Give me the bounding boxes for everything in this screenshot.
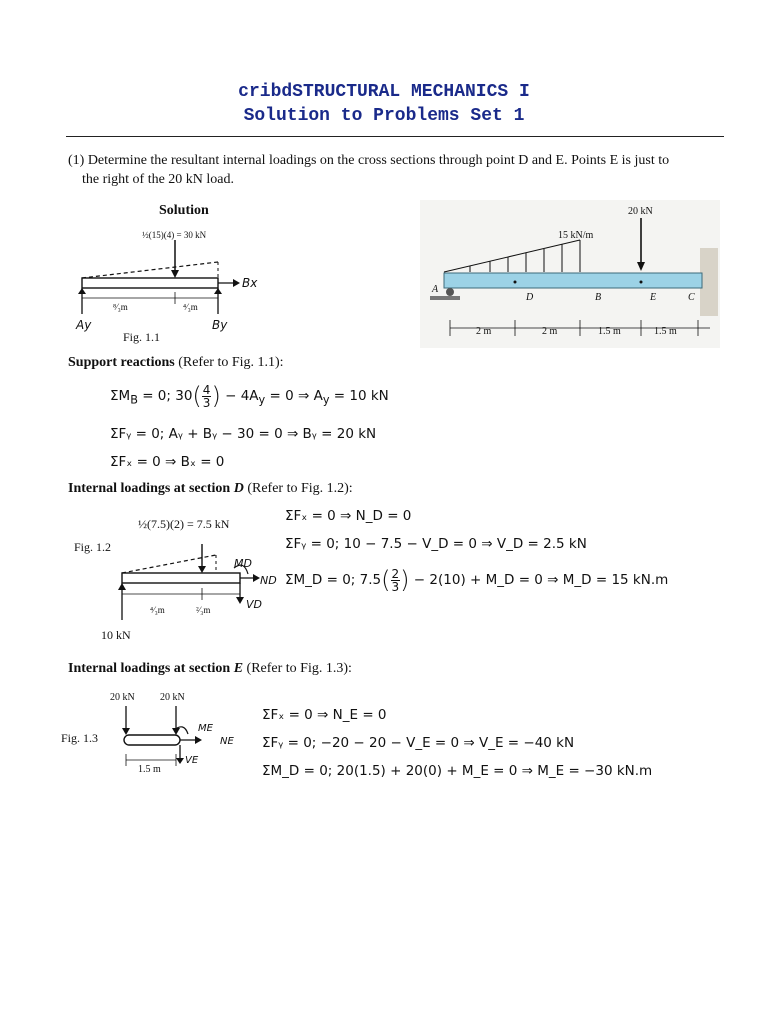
problem-statement-line2: the right of the 20 kN load.: [82, 172, 235, 187]
fig-1-1-caption: Fig. 1.1: [123, 330, 161, 344]
problem-statement-line1: (1) Determine the resultant internal loadings on the cross sections through point D and E. Points E is just to: [68, 153, 670, 168]
section-d-heading: Internal loadings at section D (Refer to Fig. 1.2):: [68, 481, 353, 496]
fig-1-2-dim-left: ⁴⁄₃m: [150, 605, 165, 615]
fig-1-2-diagram: [110, 530, 270, 630]
fig-1-3-shear: VE: [185, 755, 199, 766]
fig-1-2-caption: Fig. 1.2: [74, 540, 112, 554]
page-title: cribdSTRUCTURAL MECHANICS I: [238, 82, 530, 102]
fig-1-1-dim-right: ⁴⁄₃m: [183, 302, 198, 312]
fig-1-1-bx: Bx: [242, 276, 258, 290]
point-b: B: [595, 292, 602, 303]
dim-3: 1.5 m: [598, 326, 621, 337]
section-e-eq-2: ΣFᵧ = 0; −20 − 20 − V_E = 0 ⇒ V_E = −40 kN: [262, 735, 575, 751]
section-e-heading: Internal loadings at section E (Refer to Fig. 1.3):: [68, 661, 352, 676]
fig-1-1-load-label: ½(15)(4) = 30 kN: [142, 230, 207, 240]
title-divider: [66, 136, 724, 137]
fig-1-2-dim-right: ²⁄₃m: [196, 605, 211, 615]
fig-1-1-by: By: [212, 318, 228, 332]
support-reactions-heading: Support reactions (Refer to Fig. 1.1):: [68, 355, 284, 370]
support-eq-2: ΣFᵧ = 0; Aᵧ + Bᵧ − 30 = 0 ⇒ Bᵧ = 20 kN: [110, 426, 377, 442]
point-d: D: [526, 292, 534, 303]
section-e-eq-1: ΣFₓ = 0 ⇒ N_E = 0: [262, 707, 387, 723]
fig-1-3-dim: 1.5 m: [138, 764, 161, 775]
fig-1-1-dim-left: ⁸⁄₃m: [113, 302, 128, 312]
fig-1-2-normal: ND: [260, 574, 277, 587]
fig-1-2-reaction: 10 kN: [101, 628, 131, 642]
dim-1: 2 m: [476, 326, 492, 337]
point-e: E: [650, 292, 657, 303]
fig-1-2-shear: VD: [246, 598, 262, 611]
support-eq-1: $\Sigma M_B = 0$; 30( $\frac{4}{3}$ ) − $4A_y = 0$ ⇒ $A_y = 10$ kN: [110, 382, 389, 410]
dim-4: 1.5 m: [654, 326, 677, 337]
fig-1-3-normal: NE: [220, 736, 234, 747]
fig-1-1-ay: Ay: [76, 318, 92, 332]
point-a: A: [432, 284, 439, 295]
section-d-eq-1: ΣFₓ = 0 ⇒ N_D = 0: [285, 508, 412, 524]
solution-label: Solution: [159, 203, 209, 218]
problem-load-15: 15 kN/m: [558, 230, 594, 241]
fig-1-2-moment: MD: [234, 557, 252, 570]
fig-1-3-caption: Fig. 1.3: [61, 731, 99, 745]
section-d-eq-3: ΣM_D = 0; 7.5( $\frac{2}{3}$ ) − 2(10) + M_D = 0 ⇒ M_D = 15 kN.m: [285, 566, 669, 594]
problem-load-20: 20 kN: [628, 206, 653, 217]
fig-1-3-load-b: 20 kN: [160, 692, 185, 703]
section-d-eq-2: ΣFᵧ = 0; 10 − 7.5 − V_D = 0 ⇒ V_D = 2.5 kN: [285, 536, 587, 552]
fig-1-3-moment: ME: [198, 723, 213, 734]
fig-1-2-load-label: ½(7.5)(2) = 7.5 kN: [138, 517, 230, 531]
section-e-eq-3: ΣM_D = 0; 20(1.5) + 20(0) + M_E = 0 ⇒ M_E = −30 kN.m: [262, 763, 653, 779]
fig-1-3-load-a: 20 kN: [110, 692, 135, 703]
fig-1-1-diagram: [68, 222, 268, 342]
dim-2: 2 m: [542, 326, 558, 337]
support-eq-3: ΣFₓ = 0 ⇒ Bₓ = 0: [110, 454, 225, 470]
page-subtitle: Solution to Problems Set 1: [243, 106, 525, 126]
point-c: C: [688, 292, 695, 303]
